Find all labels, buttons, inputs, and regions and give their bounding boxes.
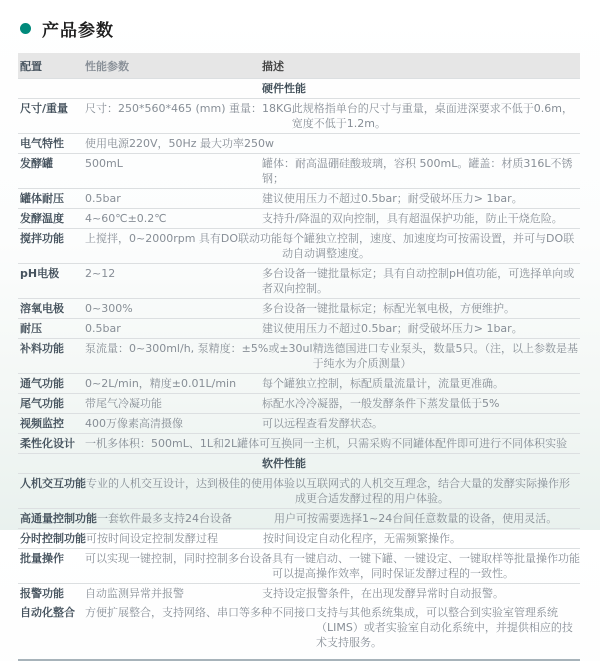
table-row — [18, 318, 580, 338]
row-param: 400万像素高清摄像 — [85, 417, 183, 430]
table-row — [18, 98, 580, 133]
table-row — [18, 548, 580, 583]
row-param: 500mL — [85, 157, 123, 170]
row-desc: 标配水冷冷凝器，一般发酵条件下蒸发量低于5% — [262, 397, 500, 410]
section-row — [18, 78, 580, 98]
table-row — [18, 603, 580, 652]
table-row — [18, 583, 580, 603]
page-title-row — [18, 16, 580, 41]
table-row — [18, 473, 580, 508]
row-desc: 按时间设定自动化程序，无需频繁操作。 — [263, 532, 461, 545]
params-table-body — [18, 78, 580, 652]
row-label: 柔性化设计 — [20, 437, 75, 450]
row-param: 2~12 — [85, 267, 116, 280]
row-desc: 建议使用压力不超过0.5bar；耐受破坏压力> 1bar。 — [262, 322, 523, 335]
table-row — [18, 208, 580, 228]
row-label: 自动化整合 — [20, 606, 75, 619]
table-row — [18, 413, 580, 433]
row-desc: 同一主机，只需采购不同罐体配件即可进行不同体积实验 — [292, 437, 568, 450]
row-param: 使用电源220V，50Hz 最大功率250w — [85, 137, 275, 150]
row-desc: 此规格指单台的尺寸与重量，桌面进深要求不低于0.6m，宽度不低于1.2m。 — [291, 102, 573, 130]
table-row — [18, 373, 580, 393]
row-param: 一机多体积：500mL、1L和2L罐体可互换 — [85, 437, 293, 450]
row-param: 可按时间设定控制发酵过程 — [86, 532, 218, 545]
row-label: 视频监控 — [20, 417, 64, 430]
table-row — [18, 263, 580, 298]
section-title: 软件性能 — [262, 457, 306, 470]
row-desc: 多台设备一键批量标定；具有自动控制pH值功能，可选择单向或者双向控制。 — [262, 267, 575, 295]
row-desc: 精选德国进口专业泵头，数量5只。（注，以上参数是基于纯水为介质测量） — [312, 342, 579, 370]
row-label: 通气功能 — [20, 377, 64, 390]
table-row — [18, 133, 580, 153]
row-label: 分时控制功能 — [20, 532, 86, 545]
row-label: 罐体耐压 — [20, 192, 64, 205]
table-row — [18, 528, 580, 548]
row-desc: 可以远程查看发酵状态。 — [262, 417, 383, 430]
row-param: 泵流量：0~300ml/h, 泵精度：±5%或±30ul — [85, 342, 313, 355]
row-label: 报警功能 — [20, 587, 64, 600]
page-title: 产品参数 — [42, 21, 114, 41]
row-desc: 以互联网式的人机交互理念，结合大量的发酵实际操作形成更合适发酵过程的用户体验。 — [295, 477, 570, 505]
row-param: 带尾气冷凝功能 — [85, 397, 162, 410]
row-label: 人机交互功能 — [20, 477, 86, 490]
row-label: pH电极 — [20, 267, 60, 280]
bullet-icon — [20, 23, 31, 34]
row-param: 尺寸：250*560*465 (mm) 重量：18KG — [85, 102, 292, 115]
header-cell-desc: 描述 — [262, 59, 284, 73]
table-row — [18, 153, 580, 188]
row-label: 补料功能 — [20, 342, 64, 355]
row-param: 可以实现一键控制，同时控制多台设备 — [85, 552, 272, 565]
table-row — [18, 228, 580, 263]
row-desc: 每个罐独立控制，速度、加速度均可按需设置，并可与DO联动自动调整速度。 — [282, 232, 575, 260]
row-param: 0.5bar — [85, 322, 121, 335]
table-row — [18, 508, 580, 528]
row-desc: 罐体：耐高温硼硅酸玻璃，容积 500mL。罐盖：材质316L不锈钢； — [262, 157, 573, 185]
table-row — [18, 188, 580, 208]
row-param: 0.5bar — [85, 192, 121, 205]
table-row — [18, 433, 580, 453]
row-desc: 支持设定报警条件，在出现发酵异常时自动报警。 — [262, 587, 504, 600]
params-table — [18, 53, 580, 661]
row-desc: 支持与其他系统集成，可以整合到实验室管理系统（LIMS）或者实验室自动化系统中，并提供相应的技术支持服务。 — [316, 606, 573, 649]
row-desc: 多台设备一键批量标定；标配光氧电极，方便维护。 — [262, 302, 515, 315]
table-row — [18, 298, 580, 318]
header-cell-param: 性能参数 — [85, 59, 129, 73]
row-label: 高通量控制功能 — [20, 512, 97, 525]
row-desc: 支持升/降温的双向控制，具有超温保护功能，防止干烧危险。 — [262, 212, 563, 225]
table-row — [18, 338, 580, 373]
row-desc: 用户可按需要选择1~24台间任意数量的设备，使用灵活。 — [274, 512, 558, 525]
row-label: 发酵温度 — [20, 212, 64, 225]
row-desc: 建议使用压力不超过0.5bar；耐受破坏压力> 1bar。 — [262, 192, 523, 205]
row-param: 自动监测异常并报警 — [85, 587, 184, 600]
row-param: 一套软件最多支持24台设备 — [97, 512, 232, 525]
row-param: 0~300% — [85, 302, 133, 315]
row-label: 溶氧电极 — [20, 302, 64, 315]
row-desc: 具有一键启动、一键下罐、一键设定、一键取样等批量操作功能可以提高操作效率，同时保证发酵过程的一致性。 — [272, 552, 580, 580]
row-label: 尺寸/重量 — [20, 102, 69, 115]
row-param: 方便扩展整合，支持网络、串口等多种不同接口 — [85, 606, 316, 619]
row-param: 上搅拌，0~2000rpm 具有DO联动功能 — [85, 232, 283, 245]
table-row — [18, 393, 580, 413]
row-param: 0~2L/min，精度±0.01L/min — [85, 377, 237, 390]
table-header — [18, 53, 580, 78]
section-title: 硬件性能 — [262, 82, 306, 95]
row-label: 搅拌功能 — [20, 232, 64, 245]
row-param: 4~60℃±0.2℃ — [85, 212, 167, 225]
row-desc: 每个罐独立控制，标配质量流量计，流量更准确。 — [262, 377, 504, 390]
header-cell-config: 配置 — [20, 59, 42, 73]
row-label: 电气特性 — [20, 137, 64, 150]
row-label: 耐压 — [20, 322, 42, 335]
row-param: 专业的人机交互设计，达到极佳的使用体验 — [86, 477, 295, 490]
row-label: 批量操作 — [20, 552, 64, 565]
row-label: 发酵罐 — [20, 157, 53, 170]
row-label: 尾气功能 — [20, 397, 64, 410]
section-row — [18, 453, 580, 473]
